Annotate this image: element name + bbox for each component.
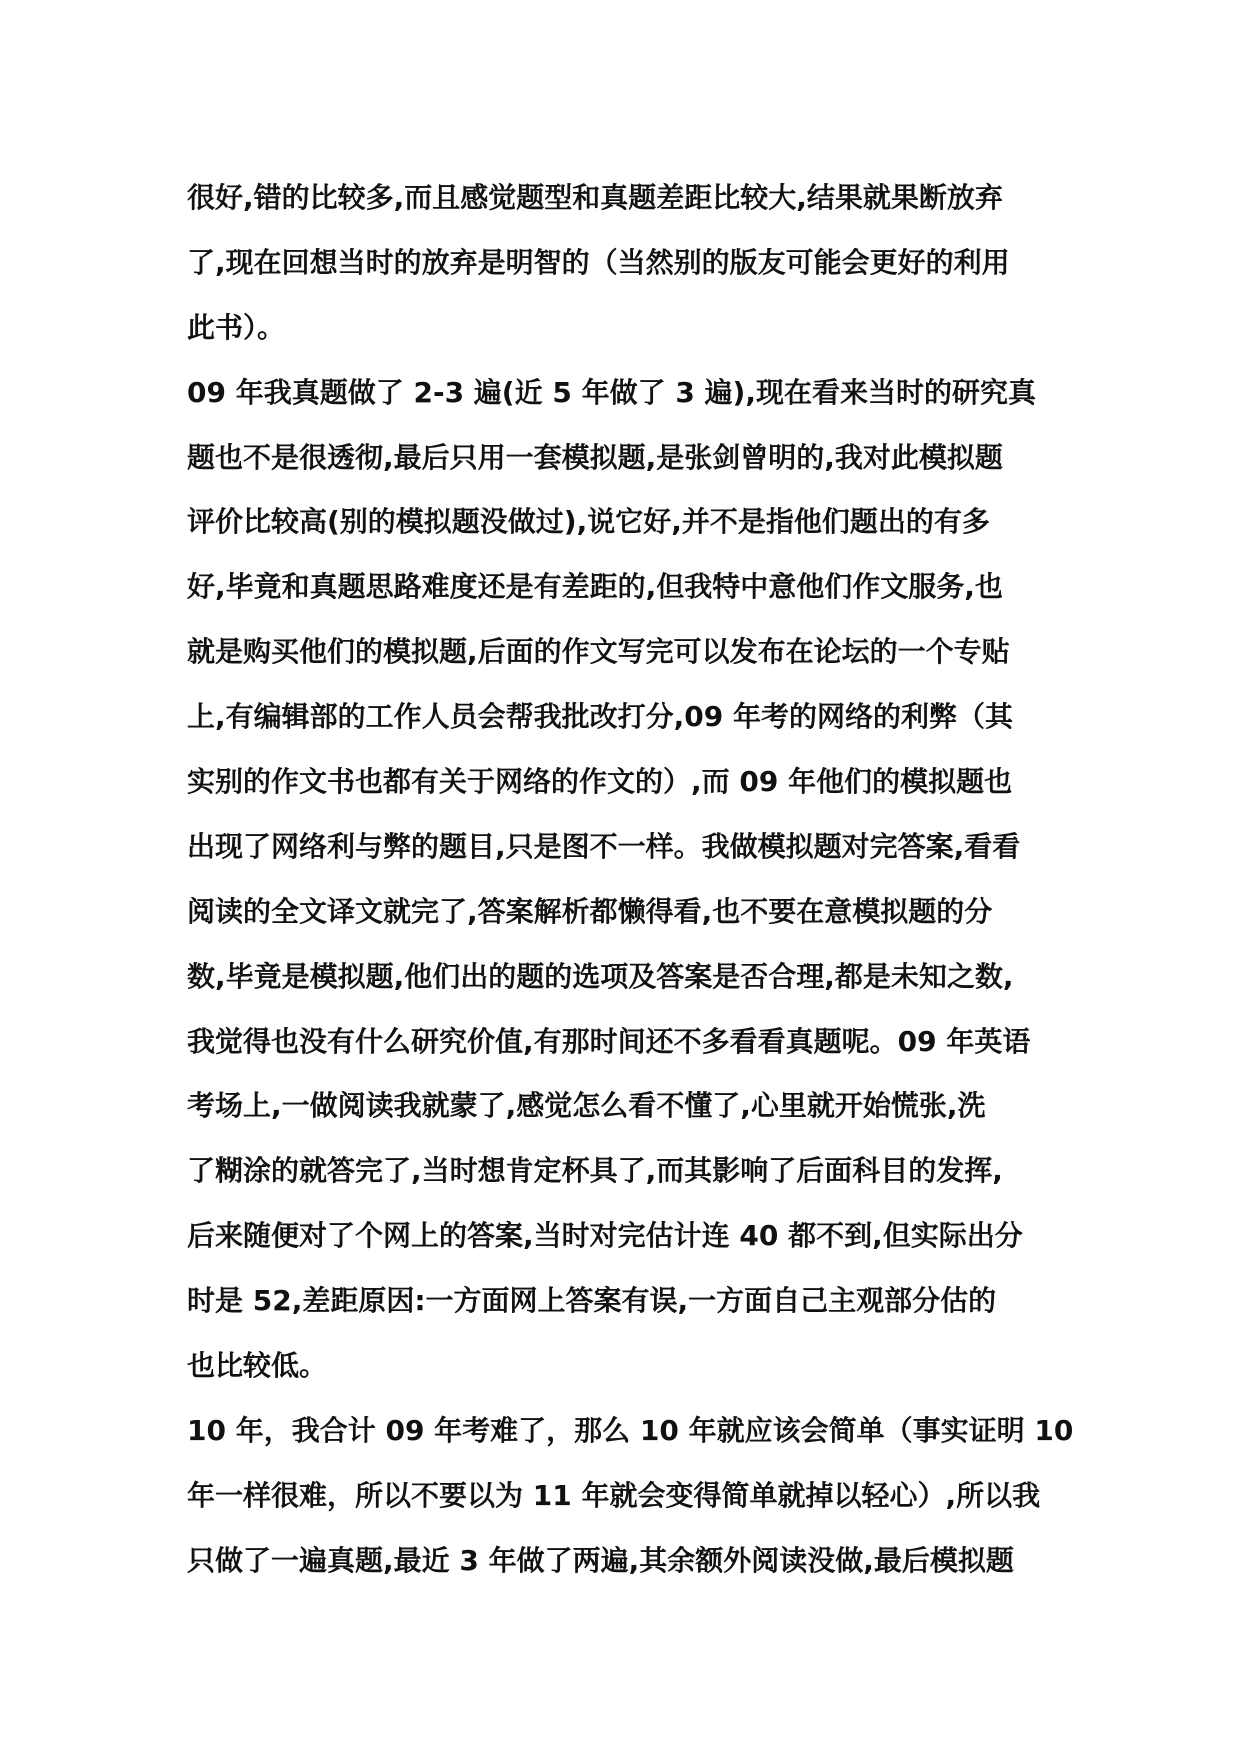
text-line: 时是 52,差距原因:一方面网上答案有误,一方面自己主观部分估的 xyxy=(187,1284,997,1318)
text-line: 好,毕竟和真题思路难度还是有差距的,但我特中意他们作文服务,也 xyxy=(187,570,1003,604)
text-line: 阅读的全文译文就完了,答案解析都懒得看,也不要在意模拟题的分 xyxy=(187,894,993,928)
text-line: 09 年我真题做了 2-3 遍(近 5 年做了 3 遍),现在看来当时的研究真 xyxy=(187,375,1036,409)
text-line: 上,有编辑部的工作人员会帮我批改打分,09 年考的网络的利弊（其 xyxy=(187,700,1013,734)
text-line: 评价比较高(别的模拟题没做过),说它好,并不是指他们题出的有多 xyxy=(187,505,990,539)
text-line: 我觉得也没有什么研究价值,有那时间还不多看看真题呢。09 年英语 xyxy=(187,1024,1031,1058)
text-line: 了,现在回想当时的放弃是明智的（当然别的版友可能会更好的利用 xyxy=(187,245,1010,279)
text-line: 很好,错的比较多,而且感觉题型和真题差距比较大,结果就果断放弃 xyxy=(187,181,1003,214)
text-line: 实别的作文书也都有关于网络的作文的）,而 09 年他们的模拟题也 xyxy=(187,765,1013,799)
text-line: 就是购买他们的模拟题,后面的作文写完可以发布在论坛的一个专贴 xyxy=(187,635,1010,669)
text-line: 也比较低。 xyxy=(187,1349,328,1383)
text-line: 年一样很难，所以不要以为 11 年就会变得简单就掉以轻心）,所以我 xyxy=(187,1478,1041,1512)
text-line: 后来随便对了个网上的答案,当时对完估计连 40 都不到,但实际出分 xyxy=(187,1219,1023,1253)
text-line: 考场上,一做阅读我就蒙了,感觉怎么看不懂了,心里就开始慌张,洗 xyxy=(187,1089,986,1123)
text-line: 数,毕竟是模拟题,他们出的题的选项及答案是否合理,都是未知之数, xyxy=(187,959,1014,993)
text-line: 此书）。 xyxy=(187,310,286,344)
text-line: 只做了一遍真题,最近 3 年做了两遍,其余额外阅读没做,最后模拟题 xyxy=(187,1543,1014,1577)
text-line: 了糊涂的就答完了,当时想肯定杯具了,而其影响了后面科目的发挥, xyxy=(187,1154,1003,1188)
document-body xyxy=(187,166,1087,1594)
text-line: 10 年，我合计 09 年考难了，那么 10 年就应该会简单（事实证明 10 xyxy=(187,1413,1074,1447)
text-line: 题也不是很透彻,最后只用一套模拟题,是张剑曾明的,我对此模拟题 xyxy=(187,440,1003,474)
text-line: 出现了网络利与弊的题目,只是图不一样。我做模拟题对完答案,看看 xyxy=(187,829,1021,863)
